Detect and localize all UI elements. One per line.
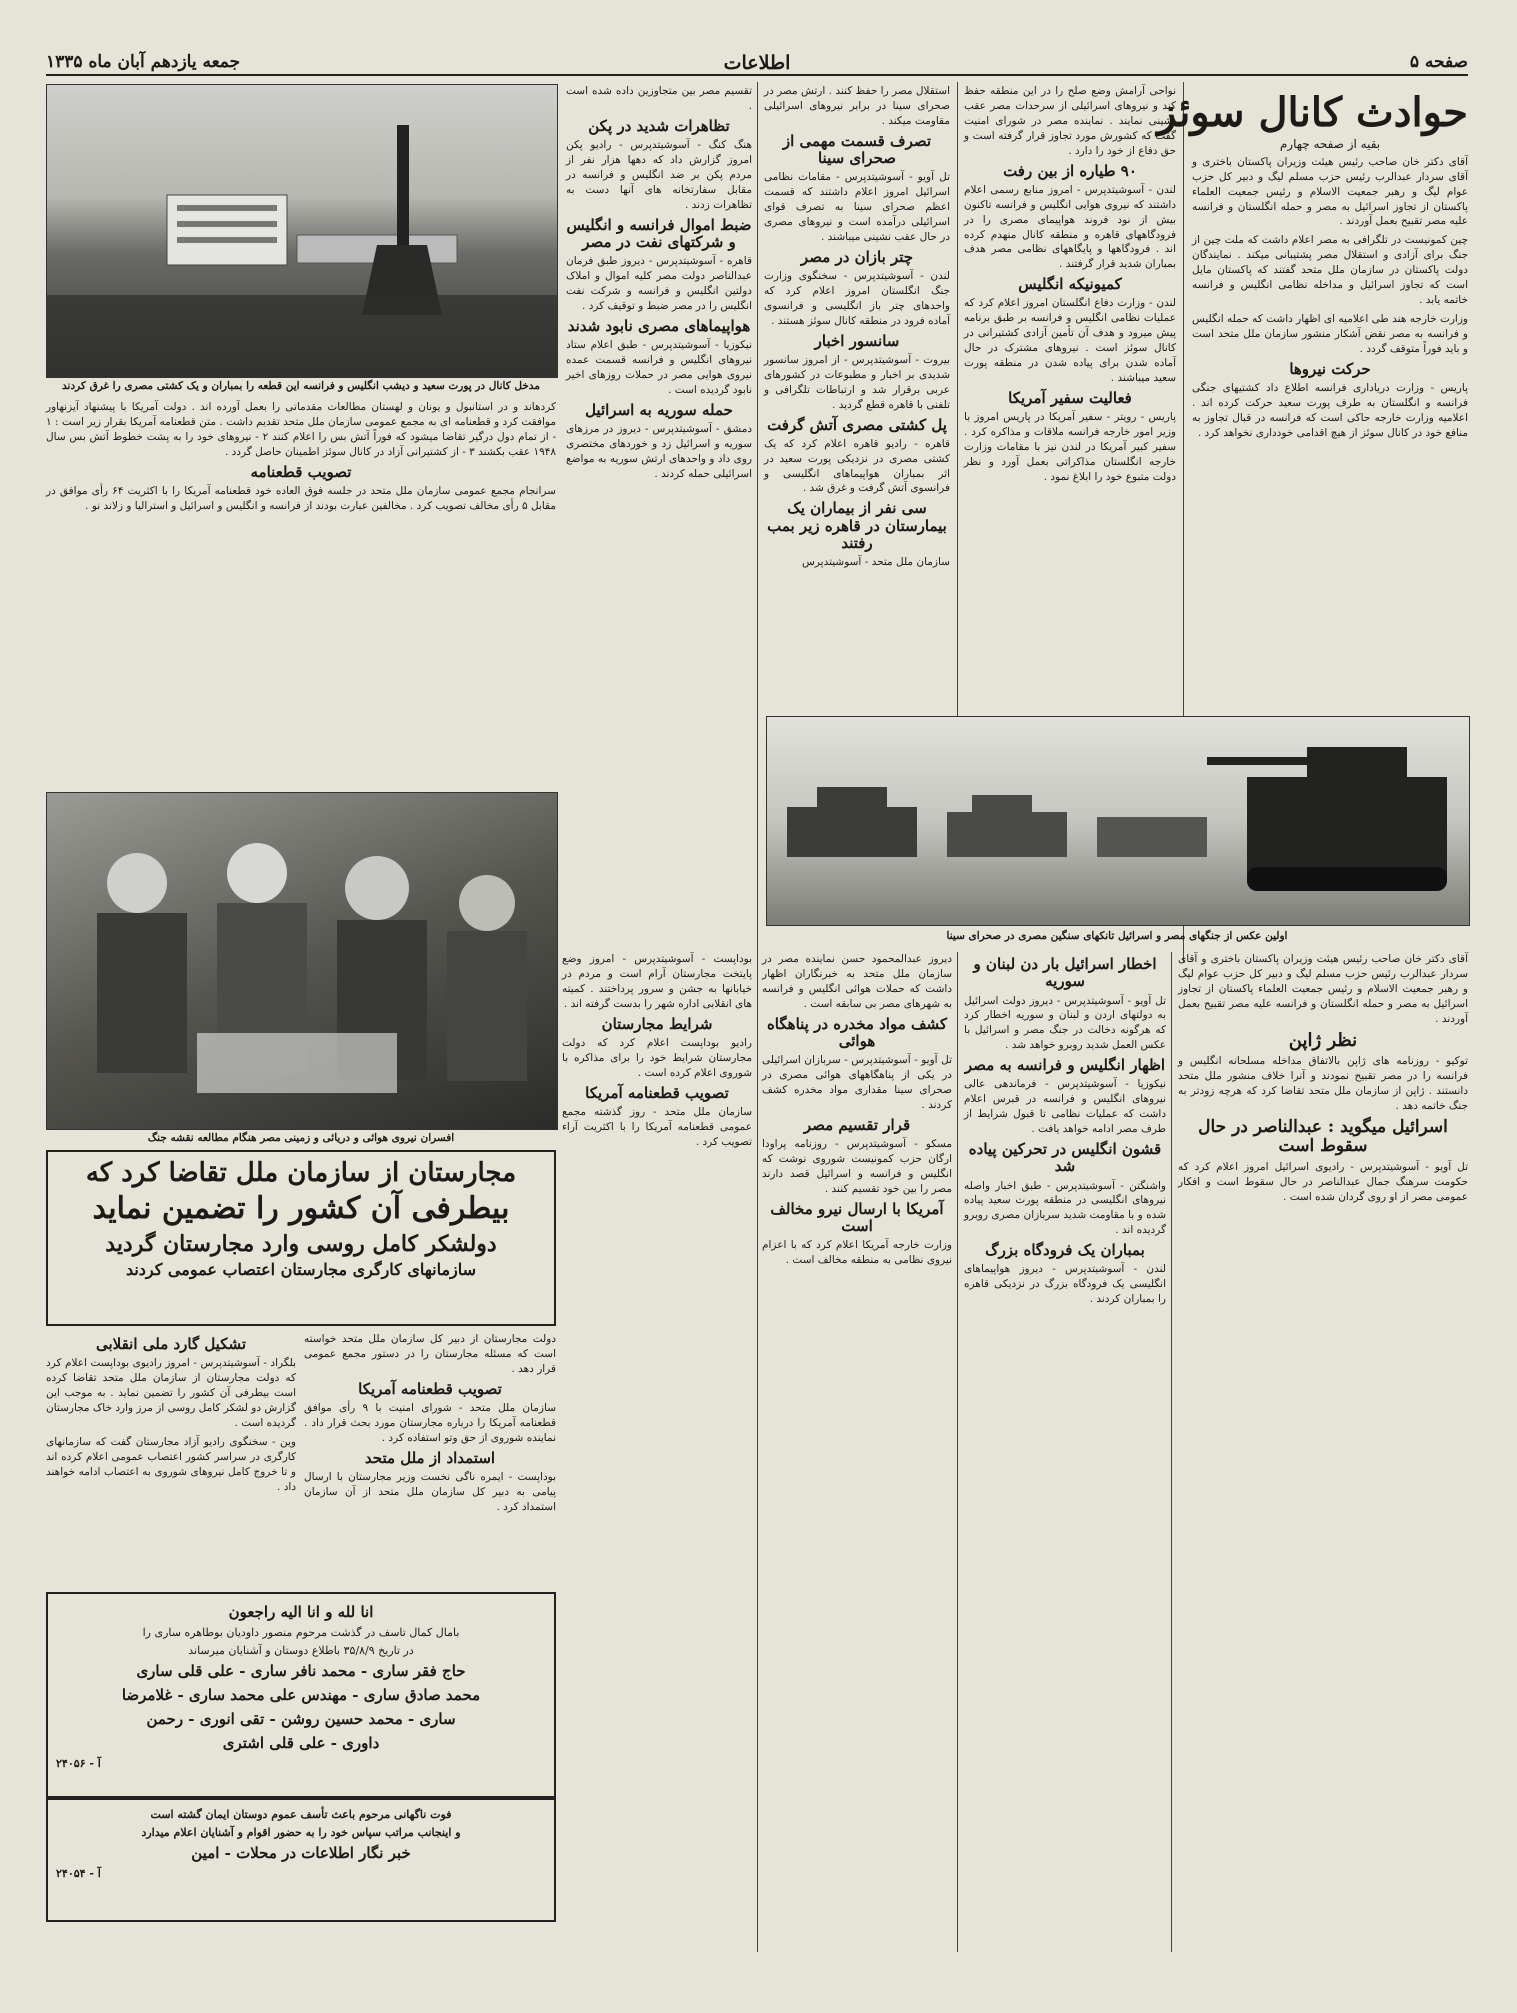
news-paragraph: سازمان ملل متحد - شورای امنیت با ۹ رأی موافق قطعنامه آمریکا را درباره مجارستان مورد بحث قرار داد . نماینده شوروی از حق وتو استفاده کرد . [304, 1401, 557, 1444]
page-label: صفحه ۵ [1409, 52, 1468, 72]
news-column-4 [566, 84, 752, 954]
suez-paragraph: وزارت خارجه هند طی اعلامیه ای اظهار داشت که حمله انگلیس و فرانسه به مصر نقض آشکار منشور سازمان ملل متحد است و باید فوراً متوقف گردد . [1192, 312, 1468, 355]
photo-tanks [766, 716, 1470, 926]
news-paragraph: کردهاند و در استانبول و یونان و لهستان مطالعات مقدماتی را بعمل آورده اند . دولت آمریکا با پیشنهاد آیزنهاور موافقت کرد و قطعنامه ای به مجمع عمومی سازمان ملل متحد تقدیم داشت . متن قطعنامه آمریکا بقرار زیر است : ۱ - از تمام دول درگیر تقاضا میشود که فوراً آتش بس را اعلام کنند ۲ - نیروهای خود را به پشت خطوط آتش بس سال ۱۹۴۸ عقب بکشند ۳ - از کشتیرانی آزاد در کانال سوئز اطمینان حاصل گردد . [46, 401, 556, 458]
news-column-e [1178, 952, 1468, 1962]
news-subhead: هواپیماهای مصری نابود شدند [567, 316, 751, 335]
news-subhead: حمله سوریه به اسرائیل [585, 400, 733, 419]
news-paragraph: بوداپست - ایمره ناگی نخست وزیر مجارستان با ارسال پیامی به دبیر کل سازمان ملل متحد از آن سازمان استمداد کرد . [304, 1470, 556, 1513]
obituary-line: داوری - علی قلی اشتری [222, 1734, 380, 1753]
news-paragraph: لندن - آسوشیتدپرس - امروز منابع رسمی اعلام داشتند که نیروی هوایی انگلیس و فرانسه تاکنون بیش از نود فروند هواپیمای مصری را در فرودگاههای قاهره و منطقه کانال منهدم کرده اند . فرودگاهها و پایگاههای نظامی مصر هدف بمباران شدید قرار گرفتند . [964, 183, 1176, 271]
news-paragraph: واشنگتن - آسوشیتدپرس - طبق اخبار واصله نیروهای انگلیسی در منطقه پورت سعید پیاده شده و با مقاومت شدید سربازان مصری روبرو گردیده اند . [964, 1179, 1166, 1237]
news-subhead: ضبط اموال فرانسه و انگلیس و شرکتهای نفت در مصر [566, 215, 752, 251]
news-paragraph: دیروز عبدالمحمود حسن نماینده مصر در سازمان ملل متحد به خبرنگاران اظهار داشت که حملات هوائی انگلیس و فرانسه به شهرهای مصر بی سابقه است . [762, 953, 952, 1010]
suez-paragraph: آقای دکتر خان صاحب رئیس هیئت وزیران پاکستان باختری و آقای سردار عبدالرب رئیس حزب مسلم لیگ و دبیر کل حزب عوام لیگ و رهبر جمعیت الاسلام و رئیس جمعیت العلماء پاکستان از تجاوز اسرائیل به مصر و حمله انگلستان و فرانسه علیه مصر تقبیح بعمل آوردند . [1192, 155, 1468, 228]
photo-caption: مدخل کانال در پورت سعید و دیشب انگلیس و فرانسه این قطعه را بمباران و یک کشتی مصری را غرق کردند [62, 380, 540, 392]
hungary-headline-box [46, 1150, 556, 1326]
suez-paragraph: پاریس - وزارت دریاداری فرانسه اطلاع داد کشتیهای جنگی فرانسه و انگلستان به طرف پورت سعید حرکت کرده اند . اعلامیه وزارت خارجه حاکی است که فرانسه در قبال تجاوز به منافع خود در کانال سوئز از هیچ اقدامی خودداری نخواهد کرد . [1192, 381, 1468, 439]
news-subhead: تشکیل گارد ملی انقلابی [95, 1335, 247, 1353]
news-column-5 [46, 400, 556, 820]
thanks-notice [46, 1798, 556, 1922]
news-paragraph: لندن - وزارت دفاع انگلستان امروز اعلام کرد که عملیات نظامی انگلیس و فرانسه بر طبق برنامه پیش میرود و هدف آن تأمین آزادی کشتیرانی در کانال سوئز است . نیروهای مشترک در حال آماده شدن برای پیاده شدن در منطقه پورت سعید میباشند . [964, 297, 1176, 384]
news-paragraph: بلگراد - آسوشیتدپرس - امروز رادیوی بوداپست اعلام کرد که دولت مجارستان از سازمان ملل متحد تقاضا کرده است بیطرفی آن کشور را تضمین نماید . به موجب این گزارش دو لشکر کامل روسی از مرز وارد خاک مجارستان گردیده است . [46, 1357, 296, 1429]
news-subhead: اظهار انگلیس و فرانسه به مصر [964, 1056, 1166, 1075]
news-paragraph: آقای دکتر خان صاحب رئیس هیئت وزیران پاکستان باختری و آقای سردار عبدالرب رئیس حزب مسلم لیگ و دبیر کل حزب عوام لیگ و رهبر جمعیت الاسلام و رئیس جمعیت العلماء پاکستان از تجاوز اسرائیل به مصر و حمله انگلستان و فرانسه علیه مصر تقبیح بعمل آوردند . [1178, 953, 1468, 1025]
obituary-line: حاج فقر ساری - محمد نافر ساری - علی قلی ساری [136, 1662, 466, 1681]
thanks-line: و اینجانب مراتب سپاس خود را به حضور اقوام و آشنایان اعلام میدارد [141, 1825, 461, 1839]
news-paragraph: تقسیم مصر بین متجاوزین داده شده است . [566, 85, 752, 112]
news-paragraph: سازمان ملل متحد - آسوشیتدپرس [802, 556, 950, 569]
news-subhead: بمباران یک فرودگاه بزرگ [985, 1241, 1145, 1260]
news-subhead: آمریکا با ارسال نیرو مخالف است [770, 1199, 944, 1235]
news-subhead: تصویب قطعنامه آمریکا [358, 1379, 502, 1398]
news-paragraph: بیروت - آسوشیتدپرس - از امروز سانسور شدیدی بر اخبار و مطبوعات در کشورهای عربی برقرار شد و ارتباطات تلگرافی و تلفنی با قاهره قطع گردید . [764, 353, 950, 411]
news-subhead: نظر ژاپن [1288, 1029, 1358, 1051]
news-paragraph: تل آویو - آسوشیتدپرس - دیروز دولت اسرائیل به دولتهای اردن و لبنان و سوریه اخطار کرد که هرگونه دخالت در جنگ مصر و اسرائیل با عکس العمل شدید روبرو خواهد شد . [964, 994, 1166, 1052]
obituary-line: بامال کمال تاسف در گذشت مرحوم منصور داودیان بوطاهره ساری را [142, 1626, 460, 1639]
news-paragraph: دمشق - آسوشیتدپرس - دیروز در مرزهای سوریه و اسرائیل زد و خوردهای مختصری روی داد و واحدهای ارتش سوریه به مواضع اسرائیلی حمله کردند . [566, 422, 752, 480]
port-said-image [47, 85, 557, 377]
hungary-headline: بیطرفی آن کشور را تضمین نماید [92, 1191, 510, 1227]
news-column-3 [764, 84, 950, 744]
news-subhead: استمداد از ملل متحد [364, 1448, 496, 1467]
news-subhead: سی نفر از بیماران یک بیمارستان در قاهره زیر بمب رفتند [767, 499, 947, 552]
news-subhead: تصویب قطعنامه [250, 462, 352, 481]
news-paragraph: استقلال مصر را حفظ کنند . ارتش مصر در صحرای سینا در برابر نیروهای اسرائیلی مقاومت میکند . [764, 85, 950, 127]
obituary-line: در تاریخ ۳۵/۸/۹ باطلاع دوستان و آشنایان میرساند [188, 1643, 414, 1657]
news-subhead: شرایط مجارستان [601, 1014, 713, 1033]
news-subhead: کشف مواد مخدره در پناهگاه هوائی [766, 1014, 948, 1050]
news-paragraph: بوداپست - آسوشیتدپرس - امروز وضع پایتخت مجارستان آرام است و مردم در خیابانها به جشن و سرور پرداختند . کمیته های انقلابی اداره شهر را بدست گرفته اند . [562, 953, 752, 1010]
news-paragraph: قاهره - آسوشیتدپرس - دیروز طبق فرمان عبدالناصر دولت مصر کلیه اموال و املاک دولتین انگلیس و فرانسه و شرکت نفت انگلیس را در مصر ضبط و توقیف کرد . [566, 255, 752, 312]
news-column-f [964, 952, 1166, 1962]
suez-column [1157, 84, 1468, 744]
news-subhead: تظاهرات شدید در پکن [588, 116, 730, 135]
officers-image [47, 793, 557, 1129]
news-subhead: ۹۰ طیاره از بین رفت [1003, 161, 1137, 180]
news-column-g [762, 952, 952, 1962]
news-paragraph: قاهره - رادیو قاهره اعلام کرد که یک کشتی مصری در نزدیکی پورت سعید در اثر بمباران هواپیماهای انگلیسی و فرانسوی آتش گرفت و غرق شد . [764, 437, 950, 495]
hungary-headline: مجارستان از سازمان ملل تقاضا کرد که [85, 1158, 517, 1188]
news-subhead: تصویب قطعنامه آمریکا [585, 1083, 729, 1102]
hungary-column-right [304, 1332, 556, 1582]
news-paragraph: نیکوزیا - آسوشیتدپرس - طبق اعلام ستاد نیروهای انگلیس و فرانسه قسمت عمده نیروی هوایی مصر در حملات روزهای اخیر نابود گردیده است . [566, 338, 752, 396]
thanks-line: خبر نگار اطلاعات در محلات - امین [191, 1844, 411, 1863]
news-column-2 [964, 84, 1176, 744]
news-paragraph: تل آویو - آسوشیتدپرس - مقامات نظامی اسرائیل امروز اعلام داشتند که قسمت اعظم صحرای سینا به تصرف قوای اسرائیلی درآمده است و نیروهای مصری در حال عقب نشینی میباشند . [764, 171, 950, 243]
news-paragraph: سازمان ملل متحد - روز گذشته مجمع عمومی قطعنامه آمریکا را با اکثریت آراء تصویب کرد . [562, 1105, 752, 1148]
news-paragraph: رادیو بوداپست اعلام کرد که دولت مجارستان شرایط خود را برای مذاکره با شوروی اعلام کرده است . [562, 1036, 752, 1079]
photo-caption: افسران نیروی هوائی و دریائی و زمینی مصر هنگام مطالعه نقشه جنگ [147, 1132, 455, 1144]
photo-caption: اولین عکس از جنگهای مصر و اسرائیل تانکهای سنگین مصری در صحرای سینا [946, 930, 1288, 942]
news-paragraph: لندن - آسوشیتدپرس - سخنگوی وزارت جنگ انگلستان امروز اعلام کرد که واحدهای چتر باز انگلیسی و فرانسوی آماده فرود در منطقه کانال سوئز هستند . [764, 270, 950, 327]
news-subhead: قشون انگلیس در تحرکین پیاده شد [968, 1140, 1162, 1176]
hungary-headline: سازمانهای کارگری مجارستان اعتصاب عمومی کردند [125, 1259, 477, 1279]
obituary-code: آ - ۲۴۰۵۶ [56, 1757, 101, 1771]
news-paragraph: وزارت خارجه آمریکا اعلام کرد که با اعزام نیروی نظامی به منطقه مخالف است . [762, 1239, 952, 1267]
photo-officers [46, 792, 558, 1130]
thanks-line: فوت ناگهانی مرحوم باعث تأسف عموم دوستان ایمان گشته است [150, 1808, 452, 1821]
news-paragraph: توکیو - روزنامه های ژاپن بالاتفاق مداخله مسلحانه انگلیس و فرانسه را در مصر تقبیح نمودند و آنرا خلاف منشور ملل متحد دانستند . ژاپن از سازمان ملل متحد تقاضا کرد که هرچه زودتر به جنگ خاتمه دهد . [1178, 1055, 1468, 1112]
news-subhead: کمیونیکه انگلیس [1018, 275, 1122, 294]
news-subhead: قرار تقسیم مصر [803, 1115, 911, 1134]
news-paragraph: لندن - آسوشیتدپرس - دیروز هواپیماهای انگلیسی یک فرودگاه بزرگ در نزدیکی قاهره را بمباران کردند . [964, 1263, 1166, 1306]
hungary-headline: دولشکر کامل روسی وارد مجارستان گردید [105, 1230, 497, 1257]
paper-name: اطلاعات [723, 52, 791, 74]
news-paragraph: دولت مجارستان از دبیر کل سازمان ملل متحد خواسته است که مسئله مجارستان را در دستور مجمع عمومی قرار دهد . [304, 1333, 556, 1375]
photo-port-said [46, 84, 558, 378]
news-subhead: فعالیت سفیر آمریکا [1008, 388, 1132, 407]
tanks-image [767, 717, 1469, 925]
obituary-line: ساری - محمد حسین روشن - تقی انوری - رحمن [146, 1710, 456, 1729]
news-subhead: تصرف قسمت مهمی از صحرای سینا [782, 131, 932, 167]
suez-paragraph: چین کمونیست در تلگرافی به مصر اعلام داشت که ملت چین از جنگ برای آزادی و استقلال مصر پشتیبانی میکند . نمایندگان دولت پاکستان در سازمان ملل متحد گفتند که پاکستان مایل است که تجاوز اسرائیل و مداخله نظامی انگلیس و فرانسه خاتمه یابد . [1192, 234, 1468, 306]
news-paragraph: پاریس - رویتر - سفیر آمریکا در پاریس امروز با وزیر امور خارجه فرانسه ملاقات و مذاکره کرد . سفیر کبیر آمریکا در لندن نیز با مقامات وزارت خارجه انگلستان مذاکراتی بعمل آورد و نظر دولت متبوع خود را ابلاغ نمود . [964, 411, 1176, 483]
news-subhead: چتر بازان در مصر [800, 247, 914, 266]
news-paragraph: تل آویو - آسوشیتدپرس - رادیوی اسرائیل امروز اعلام کرد که حکومت سرهنگ جمال عبدالناصر در حال سقوط است و افکار عمومی مصر از او روی گردان شده است . [1178, 1160, 1468, 1203]
hungary-column-left [46, 1332, 296, 1582]
news-paragraph: مسکو - آسوشیتدپرس - روزنامه پراودا ارگان حزب کمونیست شوروی نوشت که انگلیس و فرانسه و اسرائیل قصد دارند مصر را بین خود تقسیم کنند . [762, 1138, 952, 1195]
news-paragraph: وین - سخنگوی رادیو آزاد مجارستان گفت که سازمانهای کارگری در سراسر کشور اعتصاب عمومی اعلام کرده اند و تا خروج کامل نیروهای شوروی به اعتصاب ادامه خواهند داد . [46, 1435, 296, 1493]
suez-headline: حوادث کانال سوئز [1157, 89, 1468, 136]
news-subhead: اخطار اسرائیل بار دن لبنان و سوریه [973, 955, 1157, 991]
suez-subhead: حرکت نیروها [1289, 359, 1371, 378]
masthead [46, 52, 1468, 76]
news-subhead: سانسور اخبار [814, 331, 900, 350]
news-column-h [562, 952, 752, 1962]
news-paragraph: نیکوزیا - آسوشیتدپرس - فرماندهی عالی نیروهای انگلیس و فرانسه در قبرس اعلام داشت که عملیات نظامی تا قبول شرایط از طرف مصر ادامه خواهد یافت . [964, 1078, 1166, 1136]
obituary-notice [46, 1592, 556, 1798]
news-subhead: پل کشتی مصری آتش گرفت [767, 415, 947, 434]
thanks-code: آ - ۲۴۰۵۴ [56, 1867, 101, 1881]
obituary-line: محمد صادق ساری - مهندس علی محمد ساری - غلامرضا [121, 1686, 481, 1705]
news-subhead: اسرائیل میگوید : عبدالناصر در حال سقوط است [1198, 1116, 1448, 1157]
obituary-title: انا لله و انا الیه راجعون [228, 1603, 374, 1621]
news-paragraph: تل آویو - آسوشیتدپرس - سربازان اسرائیلی در یکی از پناهگاههای هوائی مصری در صحرای سینا مقداری مواد مخدره کشف کردند . [762, 1054, 952, 1111]
issue-date: جمعه یازدهم آبان ماه ۱۳۳۵ [46, 52, 241, 72]
news-paragraph: سرانجام مجمع عمومی سازمان ملل متحد در جلسه فوق العاده خود قطعنامه آمریکا را با اکثریت ۶۴ رأی موافق در مقابل ۵ رأی مخالف تصویب کرد . مخالفین عبارت بودند از فرانسه و انگلیس و اسرائیل و استرالیا و زلاند نو . [46, 484, 556, 512]
suez-continued: بقیه از صفحه چهارم [1279, 137, 1381, 151]
news-paragraph: هنگ کنگ - آسوشیتدپرس - رادیو پکن امروز گزارش داد که دهها هزار نفر از مردم پکن بر ضد انگلیس و فرانسه در مقابل سفارتخانه های آنها دست به تظاهرات زدند . [566, 139, 752, 211]
news-paragraph: نواحی آرامش وضع صلح را در این منطقه حفظ کند و نیروهای اسرائیلی از سرحدات مصر عقب نشینی نمایند . نماینده مصر در شورای امنیت گفت که کشورش مورد تجاوز قرار گرفته است و حق دفاع از خود را دارد . [964, 85, 1176, 157]
newspaper-page [46, 52, 1468, 1982]
